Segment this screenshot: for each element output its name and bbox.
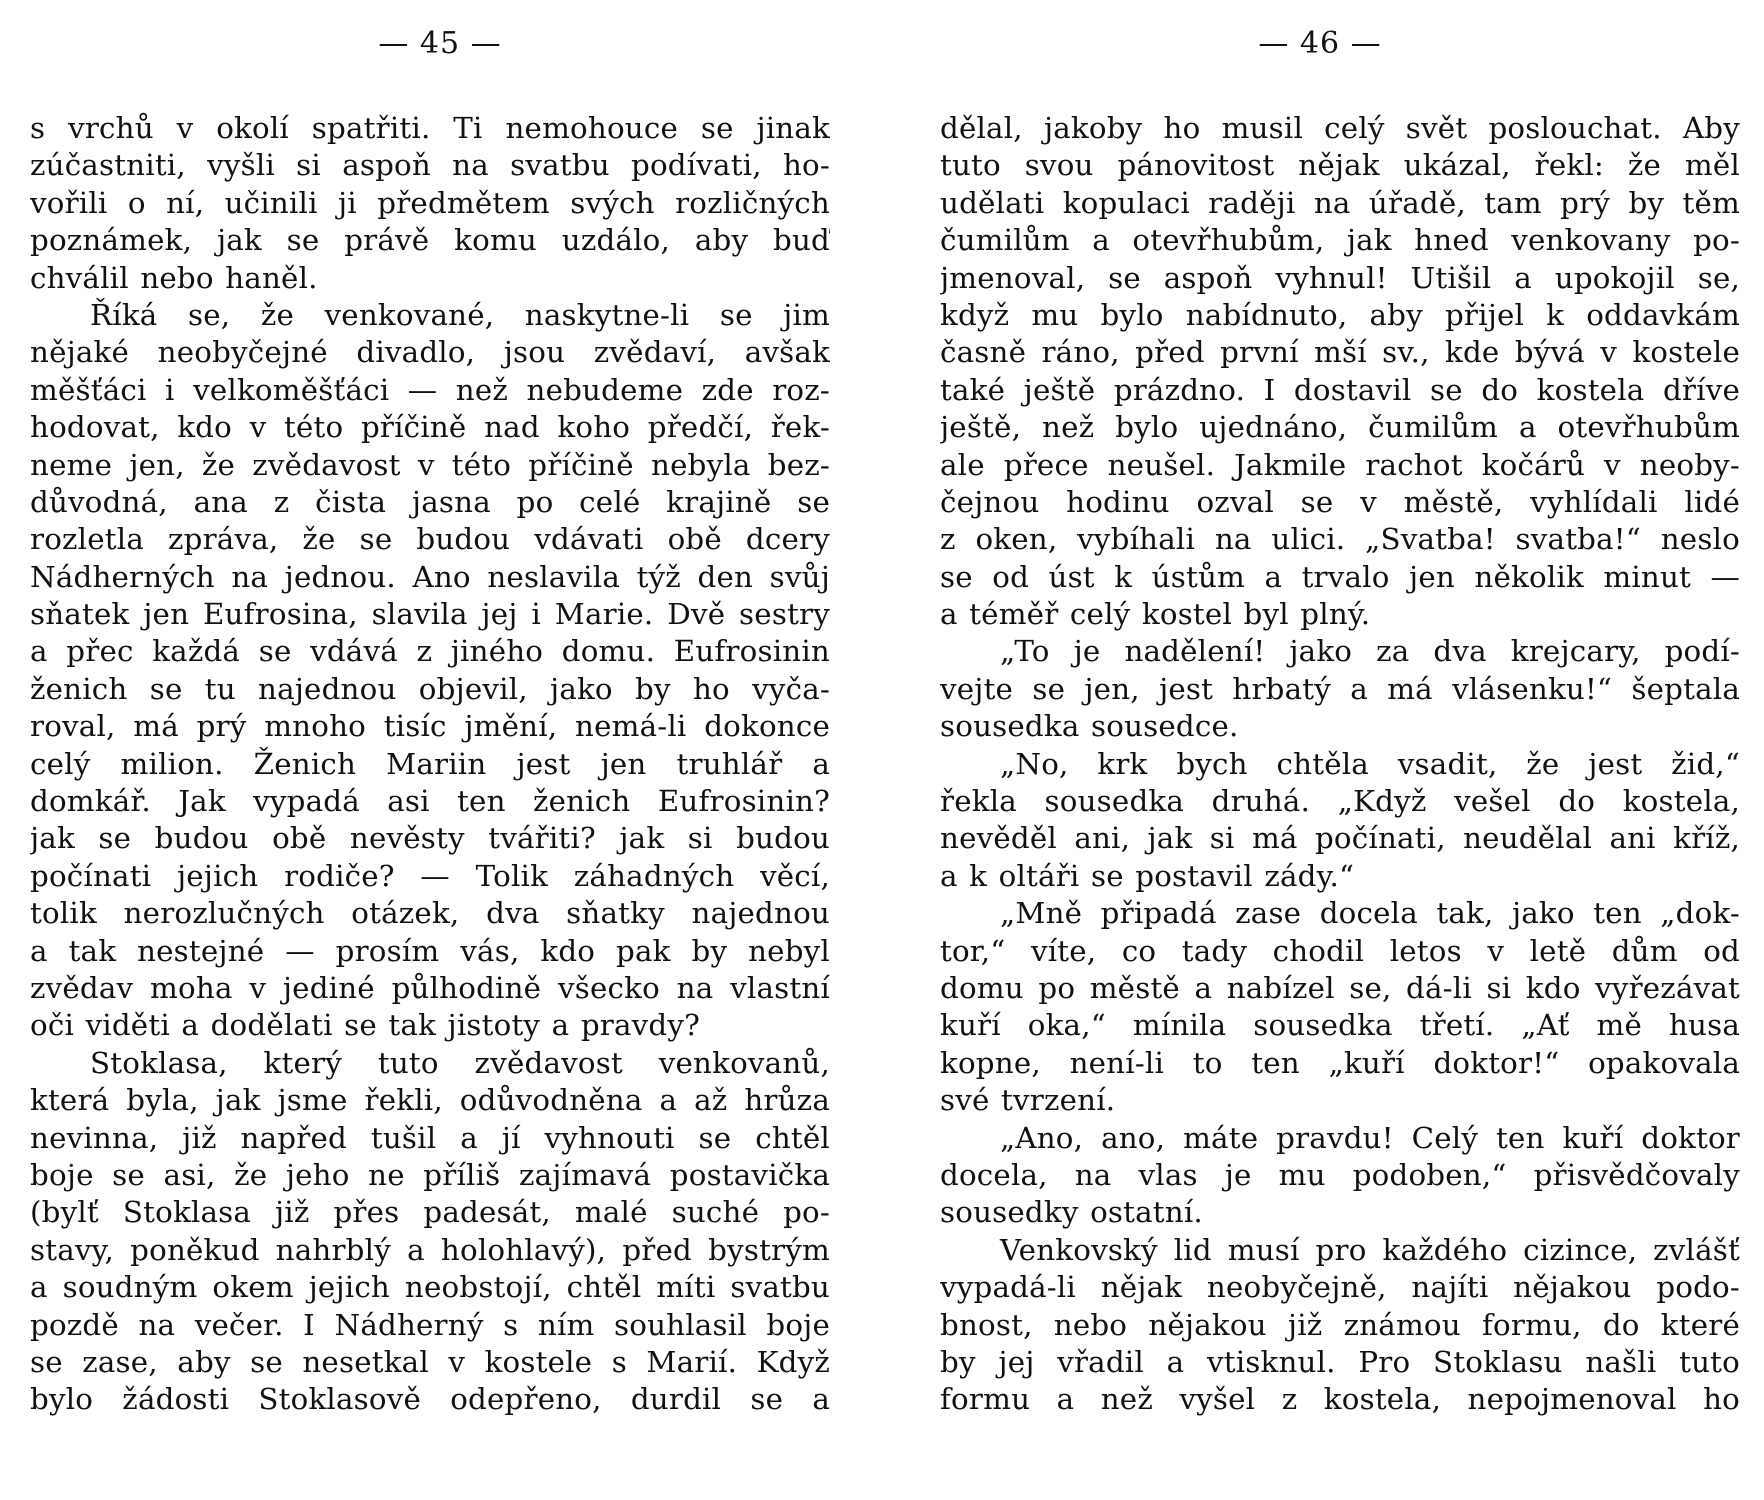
- text-line: časně ráno, před první mší sv., kde bývá v kostele: [940, 335, 1740, 370]
- text-line: nevinna, již napřed tušil a jí vyhnouti se chtěl: [30, 1120, 830, 1155]
- text-line: a soudným okem jejich neobstojí, chtěl míti svatbu: [30, 1270, 830, 1305]
- text-line: kuří oka,“ mínila sousedka třetí. „Ať mě husa: [940, 1008, 1740, 1043]
- text-line: své tvrzení.: [940, 1083, 1116, 1118]
- text-line: tolik nerozlučných otázek, dva sňatky najednou: [30, 896, 830, 931]
- text-line: sousedka sousedce.: [940, 709, 1239, 744]
- text-line: domu po městě a nabízel se, dá-li si kdo vyřezávat: [940, 970, 1740, 1005]
- text-line: (bylť Stoklasa již přes padesát, malé suché po-: [30, 1195, 830, 1230]
- right-page-text: [940, 110, 1740, 1419]
- text-line: měšťáci i velkoměšťáci — než nebudeme zde roz-: [30, 372, 830, 407]
- text-line: tor,“ víte, co tady chodil letos v letě dům od: [940, 933, 1740, 968]
- text-line: by jej vřadil a vtisknul. Pro Stoklasu našli tuto: [940, 1344, 1740, 1379]
- text-line: čumilům a otevřhubům, jak hned venkovany po-: [940, 223, 1740, 258]
- text-line: hodovat, kdo v této příčině nad koho předčí, řek-: [30, 410, 830, 445]
- text-line: když mu bylo nabídnuto, aby přijel k oddavkám: [940, 297, 1740, 332]
- text-line: také ještě prázdno. I dostavil se do kostela dříve: [940, 372, 1740, 407]
- text-line: „Mně připadá zase docela tak, jako ten „dok-: [1000, 896, 1740, 931]
- text-line: jak se budou obě nevěsty tvářiti? jak si budou: [30, 821, 830, 856]
- text-line: ale přece neušel. Jakmile rachot kočárů v neoby-: [940, 447, 1740, 482]
- text-line: chválil nebo haněl.: [30, 260, 318, 295]
- text-line: formu a než vyšel z kostela, nepojmenoval ho: [940, 1382, 1740, 1417]
- text-line: „No, krk bych chtěla vsadit, že jest žid,“: [1000, 746, 1740, 781]
- text-line: stavy, poněkud nahrblý a holohlavý), před bystrým: [30, 1232, 830, 1267]
- text-line: docela, na vlas je mu podoben,“ přisvědčovaly: [940, 1157, 1740, 1192]
- text-line: vypadá-li nějak neobyčejně, najíti nějakou podo-: [940, 1270, 1740, 1305]
- text-line: pozdě na večer. I Nádherný s ním souhlasil boje: [30, 1307, 830, 1342]
- text-line: sousedky ostatní.: [940, 1195, 1203, 1230]
- page-number-left: — 45 —: [378, 26, 502, 61]
- text-line: ještě, než bylo ujednáno, čumilům a otevřhubům: [940, 410, 1740, 445]
- text-line: vořili o ní, učinili ji předmětem svých rozličných: [30, 185, 830, 220]
- text-line: dělal, jakoby ho musil celý svět poslouchat. Aby: [940, 111, 1740, 145]
- text-line: a k oltáři se postavil zády.“: [940, 858, 1355, 893]
- text-line: zvědav moha v jediné půlhodině všecko na vlastní: [30, 970, 830, 1005]
- text-line: domkář. Jak vypadá asi ten ženich Eufrosinin?: [30, 784, 830, 819]
- text-line: z oken, vybíhali na ulici. „Svatba! svatba!“ neslo: [940, 522, 1740, 557]
- text-line: a přec každá se vdává z jiného domu. Eufrosinin: [30, 634, 830, 669]
- text-line: řekla sousedka druhá. „Když vešel do kostela,: [940, 784, 1740, 819]
- text-line: bnost, nebo nějakou již známou formu, do které: [940, 1307, 1740, 1342]
- left-page-text: [30, 110, 830, 1419]
- text-line: neme jen, že zvědavost v této příčině nebyla bez-: [30, 447, 830, 482]
- text-line: se zase, aby se nesetkal v kostele s Marií. Když: [30, 1344, 830, 1379]
- left-page: [30, 0, 830, 1500]
- text-line: ženich se tu najednou objevil, jako by ho vyča-: [30, 671, 830, 706]
- text-line: „Ano, ano, máte pravdu! Celý ten kuří doktor: [1000, 1120, 1740, 1155]
- text-line: se od úst k ústům a trvalo jen několik minut —: [940, 559, 1740, 594]
- text-line: boje se asi, že jeho ne příliš zajímavá postavička: [30, 1157, 830, 1192]
- page-number-right: — 46 —: [1258, 26, 1382, 61]
- text-line: „To je nadělení! jako za dva krejcary, podí-: [1000, 634, 1740, 669]
- text-line: zúčastniti, vyšli si aspoň na svatbu podívati, ho-: [30, 148, 830, 183]
- text-line: jmenoval, se aspoň vyhnul! Utišil a upokojil se,: [940, 260, 1740, 295]
- text-line: s vrchů v okolí spatřiti. Ti nemohouce se jinak: [30, 111, 830, 145]
- text-line: poznámek, jak se právě komu uzdálo, aby buď: [30, 223, 830, 258]
- text-line: čejnou hodinu ozval se v městě, vyhlídali lidé: [940, 484, 1740, 519]
- text-line: počínati jejich rodiče? — Tolik záhadných věcí,: [30, 858, 830, 893]
- text-line: nějaké neobyčejné divadlo, jsou zvědaví, avšak: [30, 335, 830, 370]
- text-line: udělati kopulaci raději na úřadě, tam prý by těm: [940, 185, 1740, 220]
- text-line: důvodná, ana z čista jasna po celé krajině se: [30, 484, 830, 519]
- text-line: která byla, jak jsme řekli, odůvodněna a až hrůza: [30, 1083, 830, 1118]
- text-line: roval, má prý mnoho tisíc jmění, nemá-li dokonce: [30, 709, 830, 744]
- right-page: [940, 0, 1740, 1500]
- text-line: sňatek jen Eufrosina, slavila jej i Marie. Dvě sestry: [30, 597, 830, 632]
- text-line: nevěděl ani, jak si má počínati, neudělal ani kříž,: [940, 821, 1740, 856]
- text-line: kopne, není-li to ten „kuří doktor!“ opakovala: [940, 1045, 1740, 1080]
- text-line: tuto svou pánovitost nějak ukázal, řekl: že měl: [940, 148, 1740, 183]
- text-line: bylo žádosti Stoklasově odepřeno, durdil se a: [30, 1382, 830, 1417]
- text-line: celý milion. Ženich Mariin jest jen truhlář a: [30, 746, 830, 781]
- text-line: Říká se, že venkované, naskytne-li se jim: [90, 297, 830, 332]
- text-line: a téměř celý kostel byl plný.: [940, 597, 1371, 632]
- text-line: a tak nestejné — prosím vás, kdo pak by nebyl: [30, 933, 830, 968]
- text-line: vejte se jen, jest hrbatý a má vlásenku!“ šeptala: [940, 671, 1740, 706]
- text-line: Nádherných na jednou. Ano neslavila týž den svůj: [30, 559, 830, 594]
- text-line: rozletla zpráva, že se budou vdávati obě dcery: [30, 522, 830, 557]
- text-line: Venkovský lid musí pro každého cizince, zvlášť: [1000, 1232, 1740, 1267]
- text-line: Stoklasa, který tuto zvědavost venkovanů,: [90, 1045, 830, 1080]
- text-line: oči viděti a dodělati se tak jistoty a pravdy?: [30, 1008, 701, 1043]
